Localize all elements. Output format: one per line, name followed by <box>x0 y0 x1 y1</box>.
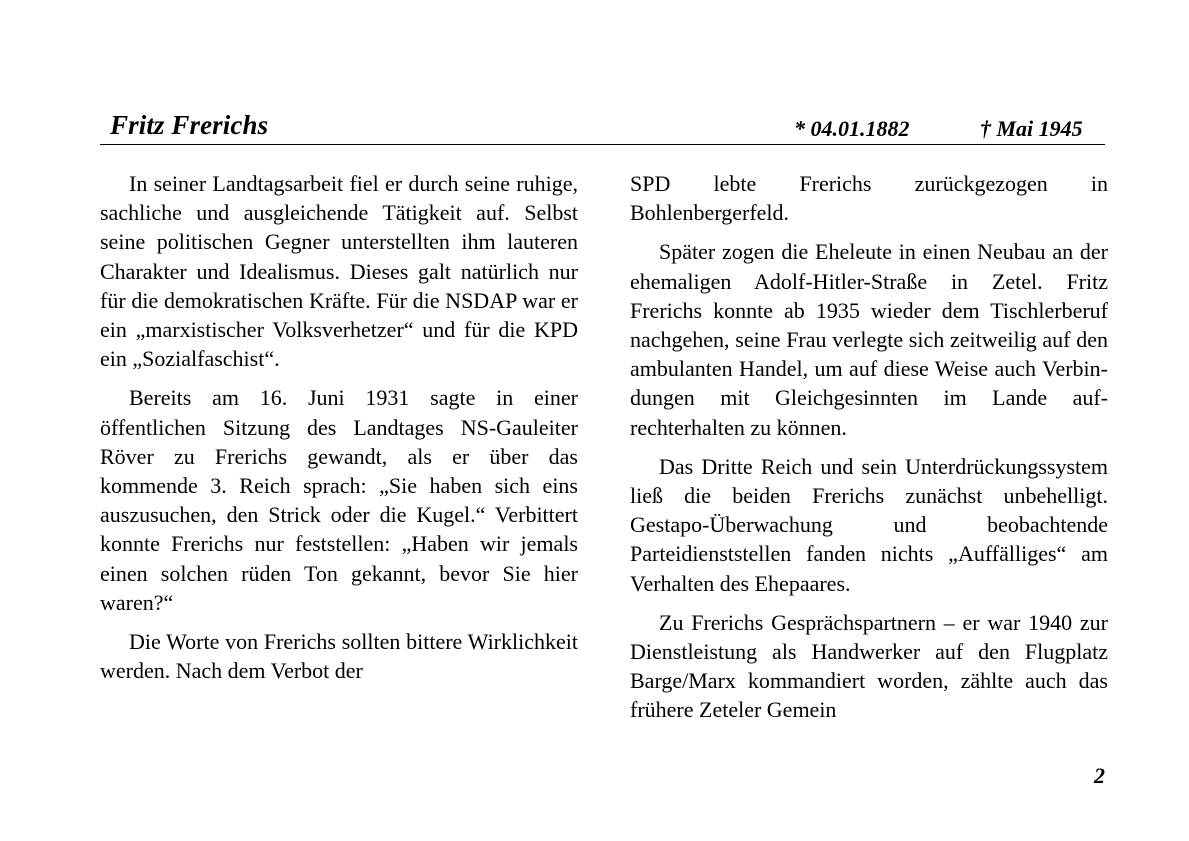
birth-date: * 04.01.1882 <box>794 116 910 141</box>
left-column <box>100 169 578 695</box>
paragraph: In seiner Landtagsarbeit fiel er durch seine ruhige, sachliche und ausgleichende Tätigkeit auf. Selbst seine politischen Gegner unterstellten ihm lauteren Charakter und Idealismus. Dieses galt natürlich nur für die demokratischen Kräfte. Für die NSDAP war er ein „marxistischer Volksverhetzer“ und für die KPD ein „Sozialfaschist“. <box>100 171 578 372</box>
person-name: Fritz Frerichs <box>110 110 269 140</box>
paragraph: Die Worte von Frerichs sollten bittere Wirklichkeit werden. Nach dem Verbot der <box>100 629 578 684</box>
page-header <box>100 108 1105 145</box>
page-number: 2 <box>1094 763 1105 788</box>
right-column <box>630 169 1108 735</box>
paragraph: Das Dritte Reich und sein Unterdrückungssystem ließ die beiden Frerichs zunächst unbehelligt. Gestapo-Überwachung und beobachtende Parteidienststellen fanden nichts „Auffälliges“ am Verhalten des Ehepaares. <box>630 453 1108 596</box>
paragraph-continuation: SPD lebte Frerichs zurückgezogen in Bohlenbergerfeld. <box>630 171 1108 226</box>
paragraph: Bereits am 16. Juni 1931 sagte in einer öffentlichen Sitzung des Landtages NS-Gauleiter Röver zu Frerichs gewandt, als er über das kommende 3. Reich sprach: „Sie haben sich eins auszusuchen, den Strick oder die Kugel.“ Verbittert konnte Frerichs nur feststellen: „Haben wir jemals einen solchen rüden Ton gekannt, bevor Sie hier waren?“ <box>100 385 578 615</box>
paragraph: Zu Frerichs Gesprächspartnern – er war 1940 zur Dienstleistung als Handwerker auf den Flugplatz Barge/Marx kommandiert worden, zählte auch das frühere Zeteler Gemein <box>630 609 1108 723</box>
death-date: † Mai 1945 <box>980 116 1083 141</box>
paragraph: Später zogen die Eheleute in einen Neubau an der ehemaligen Adolf-Hitler-Straße in Zetel. Fritz Frerichs konnte ab 1935 wieder dem Tischlerberuf nachgehen, seine Frau verlegte sich zeitweilig auf den ambulanten Handel, um auf diese Weise auch Verbindungen mit Gleichgesinnten im Lande aufrechterhalten zu können. <box>630 239 1108 440</box>
